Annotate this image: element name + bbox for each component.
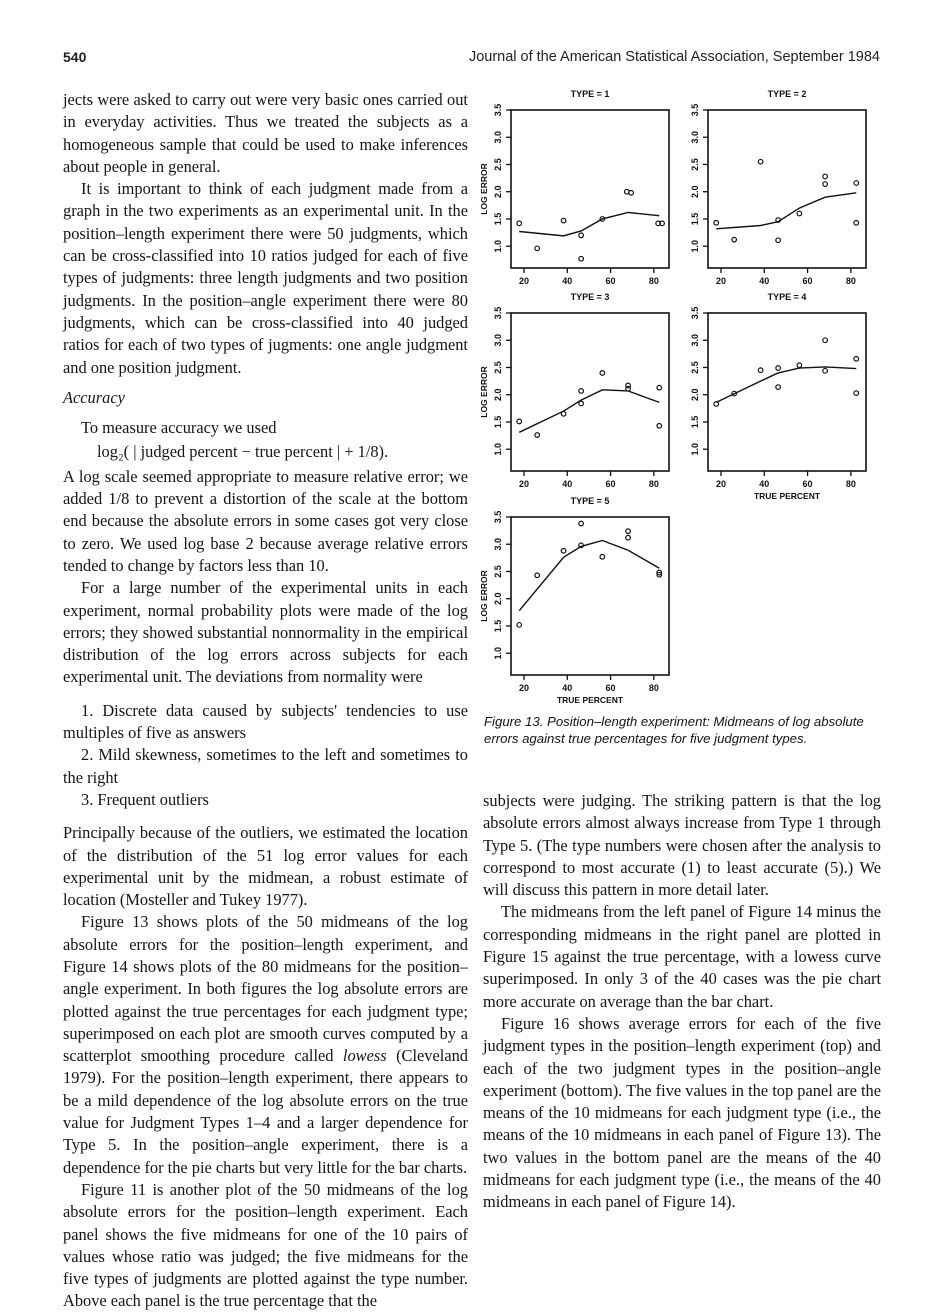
list-item: 3. Frequent outliers <box>81 789 209 809</box>
x-tick-label: 80 <box>648 479 659 489</box>
x-tick-label: 20 <box>518 683 529 693</box>
y-tick-label: 2.5 <box>690 361 700 374</box>
data-point <box>535 573 540 578</box>
plot-frame <box>511 313 669 471</box>
panel-title: TYPE = 4 <box>767 292 807 302</box>
x-tick-label: 40 <box>562 683 573 693</box>
y-tick-label: 2.0 <box>493 185 503 198</box>
x-tick-label: 60 <box>802 276 813 286</box>
running-header: Journal of the American Statistical Association, September 1984 <box>468 49 880 65</box>
y-tick-label: 2.5 <box>690 158 700 171</box>
formula: log₂( | judged percent − true percent | + 1/8). <box>97 442 389 462</box>
data-point <box>776 238 781 243</box>
y-tick-label: 1.0 <box>493 442 503 456</box>
x-axis-label: TRUE PERCENT <box>556 695 624 705</box>
data-point <box>776 366 781 371</box>
paragraph: It is important to think of each judgment made from a graph in the two experiments as an experimental unit. In the position–length experiment there were 50 judgments, which can be cross-classified into 10 ratios judged for each of five types of judgments: three length judgments and two position judgments. In the position–angle experiment there were 80 judgments, which can be cross-classified into 40 judged ratios for each of two types of jugments: one angle judgment and one position judgment. <box>63 179 468 377</box>
y-tick-label: 1.5 <box>690 212 700 226</box>
y-tick-label: 2.0 <box>493 388 503 401</box>
data-point <box>657 385 662 390</box>
paragraph <box>63 911 468 1179</box>
list-item: 2. Mild skewness, sometimes to the left and sometimes to the right <box>63 745 468 787</box>
paragraph: Principally because of the outliers, we estimated the location of the distribution of the 51 log error values for each experimental unit by the midmean, a robust estimate of location (Mosteller and Tukey 1977). <box>63 823 468 910</box>
text: (Cleveland 1979). For the position–length experiment, there appears to be a mild dependence of the log absolute errors on the true value for Judgment Types 1–4 and a larger dependence for Type 5. In the position–angle experiment, there is a dependence for the pie charts but very little for the bar charts. <box>63 1046 468 1177</box>
data-point <box>561 411 566 416</box>
data-point <box>714 402 719 407</box>
plot-frame <box>708 313 866 471</box>
emphasis: lowess <box>342 1046 387 1066</box>
data-point <box>535 246 540 251</box>
x-tick-label: 80 <box>648 276 659 286</box>
y-tick-label: 3.0 <box>690 130 700 144</box>
y-tick-label: 3.0 <box>493 333 503 347</box>
paragraph: Figure 11 is another plot of the 50 midmeans of the log absolute errors for the position–length experiment. Each panel shows the five midmeans for one of the 10 pairs of values whose ratio was judged; the five midmeans for the five types of judgments are plotted against the type number. Above each panel is the true percentage that the <box>63 1179 468 1311</box>
y-tick-label: 2.0 <box>690 185 700 198</box>
text: Figure 13 shows plots of the 50 midmeans of the log absolute errors for the position–length experiment, and Figure 14 shows plots of the 80 midmeans for the position–angle experiment. In both figures the log absolute errors are plotted against the true percentages for each judgment type; superimposed on each plot are smooth curves computed by a scatterplot smoothing procedure called <box>63 912 468 1066</box>
y-tick-label: 1.5 <box>493 415 503 429</box>
paragraph: To measure accuracy we used <box>81 418 277 438</box>
data-point <box>823 368 828 373</box>
list-item: 1. Discrete data caused by subjects' tendencies to use multiples of five as answers <box>63 700 468 743</box>
data-point <box>535 433 540 438</box>
data-point <box>579 401 584 406</box>
paragraph: Figure 16 shows average errors for each of the five judgment types in the position–length experiment (top) and each of the two judgment types in the position–angle experiment (bottom). The five values in the top panel are the means of the 10 midmeans for each judgment type (i.e., the means of the 10 midmeans in each panel of Figure 13). The two values in the bottom panel are the means of the 40 midmeans for each judgment type (i.e., the means of the 40 midmeans in each panel of Figure 14). <box>483 1013 881 1212</box>
y-tick-label: 2.0 <box>690 388 700 401</box>
y-tick-label: 1.5 <box>493 212 503 226</box>
data-point <box>823 174 828 179</box>
right-column <box>483 790 881 1214</box>
y-tick-label: 3.0 <box>493 130 503 144</box>
data-point <box>758 159 763 164</box>
y-tick-label: 3.5 <box>690 306 700 320</box>
data-point <box>517 419 522 424</box>
data-point <box>732 237 737 242</box>
y-tick-label: 3.5 <box>493 510 503 524</box>
page-number: 540 <box>63 49 87 65</box>
data-point <box>579 233 584 238</box>
data-point <box>657 423 662 428</box>
x-tick-label: 40 <box>759 276 770 286</box>
paragraph: The midmeans from the left panel of Figure 14 minus the corresponding midmeans in the right panel are plotted in Figure 15 against the true percentage, with a lowess curve superimposed. In only 3 of the 40 cases was the pie chart more accurate on average than the bar chart. <box>483 902 881 1011</box>
y-tick-label: 3.5 <box>493 103 503 117</box>
lowess-curve <box>519 390 659 432</box>
y-tick-label: 2.5 <box>493 158 503 171</box>
data-point <box>823 338 828 343</box>
x-tick-label: 20 <box>518 479 529 489</box>
x-tick-label: 40 <box>562 276 573 286</box>
y-tick-label: 2.5 <box>493 361 503 374</box>
paragraph: For a large number of the experimental units in each experiment, normal probability plots were made of the log errors; they showed substantial nonnormality in the empirical distribution of the log errors across subjects for each experimental unit. The deviations from normality were <box>63 578 468 687</box>
paragraph: jects were asked to carry out were very basic ones carried out in everyday activities. Thus we treated the subjects as a homogeneous sample that could be used to make inferences about people in general. <box>63 90 468 176</box>
y-tick-label: 3.5 <box>690 103 700 117</box>
x-tick-label: 40 <box>759 479 770 489</box>
x-tick-label: 60 <box>605 683 616 693</box>
paragraph: subjects were judging. The striking pattern is that the log absolute errors almost always increase from Type 1 through Type 5. (The type numbers were chosen after the analysis to correspond to most accurate (1) to least accurate (5).) We will discuss this pattern in more detail later. <box>483 791 881 900</box>
data-point <box>758 368 763 373</box>
data-point <box>626 535 631 540</box>
plot-frame <box>511 110 669 268</box>
panel-title: TYPE = 5 <box>570 496 610 506</box>
lowess-curve <box>519 540 659 610</box>
plot-frame <box>511 517 669 675</box>
x-axis-label: TRUE PERCENT <box>753 491 821 501</box>
x-tick-label: 60 <box>802 479 813 489</box>
data-point <box>797 363 802 368</box>
data-point <box>600 554 605 559</box>
x-tick-label: 80 <box>845 276 856 286</box>
data-point <box>629 191 634 196</box>
y-tick-label: 2.0 <box>493 592 503 605</box>
lowess-curve <box>716 193 856 229</box>
y-axis-label: LOG ERROR <box>479 570 489 622</box>
y-tick-label: 1.0 <box>690 239 700 253</box>
data-point <box>579 521 584 526</box>
x-tick-label: 60 <box>605 276 616 286</box>
x-tick-label: 60 <box>605 479 616 489</box>
data-point <box>579 389 584 394</box>
x-tick-label: 20 <box>715 276 726 286</box>
y-tick-label: 1.5 <box>493 619 503 633</box>
panel-title: TYPE = 1 <box>570 89 610 99</box>
data-point <box>854 356 859 361</box>
y-axis-label: LOG ERROR <box>479 163 489 215</box>
x-tick-label: 20 <box>715 479 726 489</box>
y-tick-label: 3.0 <box>690 333 700 347</box>
data-point <box>776 385 781 390</box>
data-point <box>517 623 522 628</box>
data-point <box>517 221 522 226</box>
y-tick-label: 1.0 <box>690 442 700 456</box>
y-axis-label: LOG ERROR <box>479 366 489 418</box>
data-point <box>600 371 605 376</box>
figure-caption: Figure 13. Position–length experiment: Midmeans of log absolute errors against true percentages for five judgment types. <box>484 714 864 746</box>
x-tick-label: 80 <box>648 683 659 693</box>
y-tick-label: 1.0 <box>493 239 503 253</box>
data-point <box>714 220 719 225</box>
data-point <box>579 256 584 261</box>
section-heading: Accuracy <box>63 387 125 407</box>
x-tick-label: 80 <box>845 479 856 489</box>
panel-title: TYPE = 2 <box>767 89 807 99</box>
paragraph: A log scale seemed appropriate to measure relative error; we added 1/8 to prevent a distortion of the scale at the bottom end because the absolute errors in some cases got very close to zero. We used log base 2 because average relative errors tended to change by factors less than 10. <box>63 466 468 575</box>
y-tick-label: 1.5 <box>690 415 700 429</box>
data-point <box>561 218 566 223</box>
panel-title: TYPE = 3 <box>570 292 610 302</box>
plot-frame <box>708 110 866 268</box>
lowess-curve <box>716 367 856 402</box>
y-tick-label: 3.5 <box>493 306 503 320</box>
data-point <box>823 182 828 187</box>
x-tick-label: 40 <box>562 479 573 489</box>
data-point <box>854 220 859 225</box>
data-point <box>797 211 802 216</box>
x-tick-label: 20 <box>518 276 529 286</box>
y-tick-label: 3.0 <box>493 537 503 551</box>
y-tick-label: 1.0 <box>493 646 503 660</box>
data-point <box>854 391 859 396</box>
lowess-curve <box>519 212 659 235</box>
data-point <box>561 548 566 553</box>
y-tick-label: 2.5 <box>493 565 503 578</box>
data-point <box>626 529 631 534</box>
data-point <box>854 181 859 186</box>
